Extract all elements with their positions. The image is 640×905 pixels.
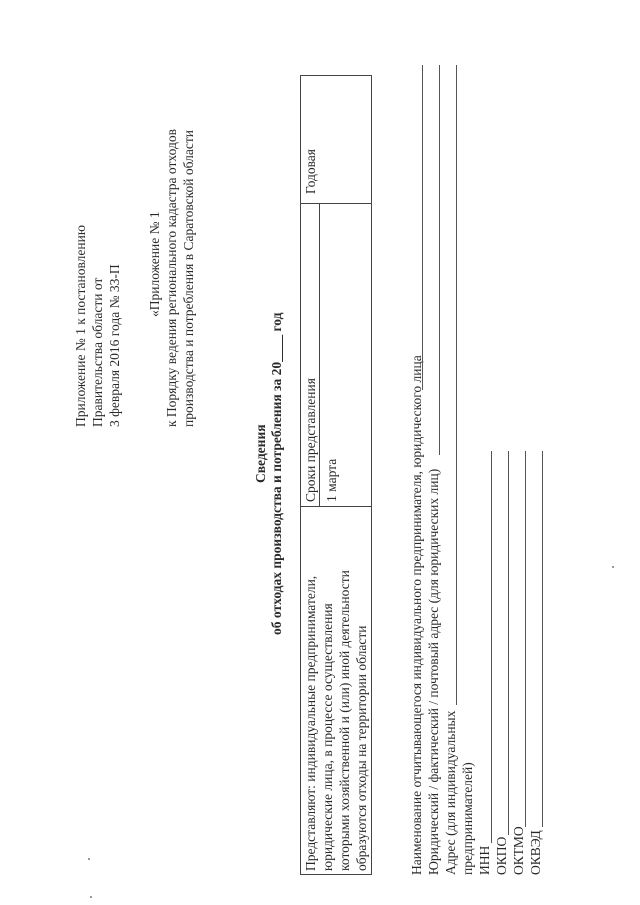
header-line-1: Приложение № 1 к постановлению	[73, 225, 88, 427]
table-who-line-1: Представляют: индивидуальные предприниматели,	[303, 575, 318, 871]
code-oktmo-label: ОКТМО	[511, 826, 526, 875]
scan-speck	[612, 566, 614, 568]
field-address-line[interactable]	[439, 65, 440, 455]
table-who-line-3: которыми хозяйственной и (или) иной деятельности	[337, 570, 352, 871]
table-divider-2	[301, 203, 371, 204]
period-value: Годовая	[303, 149, 318, 194]
code-okved-label: ОКВЭД	[528, 830, 543, 875]
field-address-ip-label-1: Адрес (для индивидуальных	[443, 710, 458, 875]
deadline-header: Сроки представления	[303, 378, 318, 502]
field-address-ip-label-2: предпринимателей)	[460, 762, 475, 875]
header-line-3: 3 февраля 2016 года № 33-П	[107, 264, 122, 427]
code-okpo-label: ОКПО	[494, 836, 509, 875]
field-address-ip-line[interactable]	[456, 65, 457, 705]
field-name-label: Наименование отчитывающегося индивидуального предпринимателя, юридического лица	[409, 355, 424, 875]
table-divider-1	[301, 506, 371, 507]
page-title: Сведения	[253, 424, 268, 483]
appendix-line-3: производства и потребления в Саратовской области	[181, 130, 196, 427]
deadline-value: 1 марта	[324, 458, 339, 502]
field-name-line[interactable]	[422, 65, 423, 390]
info-table	[300, 75, 372, 875]
code-okved-line[interactable]	[542, 451, 543, 827]
page-subtitle: об отходах производства и потребления за 20____ год	[269, 312, 284, 635]
table-header-divider	[319, 204, 320, 507]
header-line-2: Правительства области от	[90, 277, 105, 427]
field-address-label: Юридический / фактический / почтовый адрес (для юридических лиц)	[426, 468, 441, 875]
scan-speck	[90, 896, 92, 898]
table-who-line-2: юридические лица, в процессе осуществления	[320, 603, 335, 871]
scan-speck	[88, 858, 90, 860]
code-oktmo-line[interactable]	[525, 451, 526, 827]
appendix-line-2: к Порядку ведения регионального кадастра отходов	[164, 129, 179, 427]
appendix-line-1: «Приложение № 1	[147, 211, 162, 317]
code-inn-line[interactable]	[491, 451, 492, 843]
table-who-line-4: образуются отходы на территории области	[354, 625, 369, 871]
code-okpo-line[interactable]	[508, 451, 509, 835]
code-inn-label: ИНН	[477, 845, 492, 875]
